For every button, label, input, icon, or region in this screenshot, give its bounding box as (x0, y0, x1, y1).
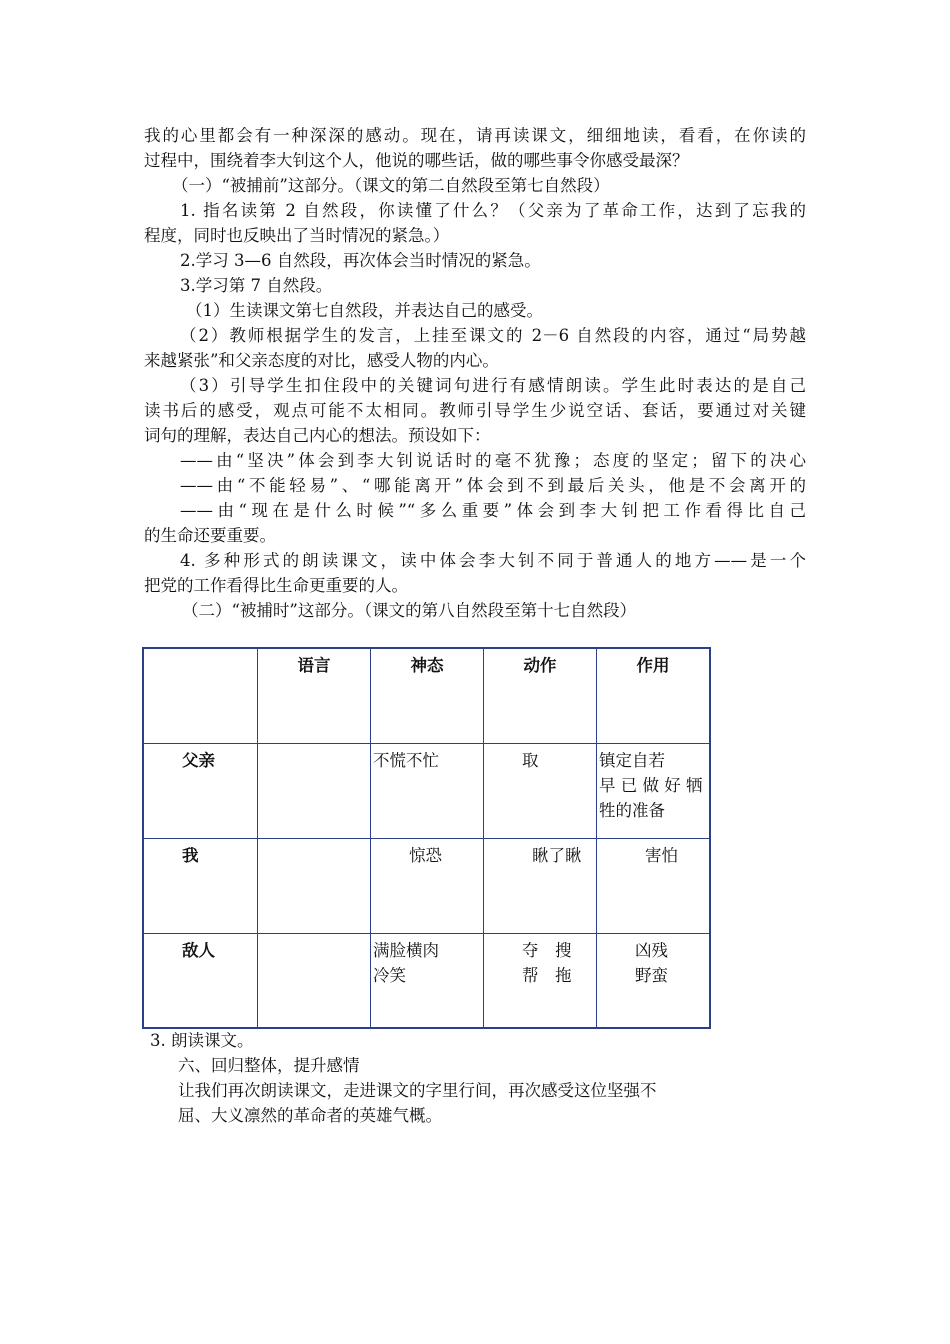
paragraph-line: 词句的理解，表达自己内心的想法。预设如下： (144, 426, 491, 445)
paragraph-line: 把党的工作看得比生命更重要的人。 (144, 576, 408, 595)
table-cell: 瞅了瞅 (484, 838, 597, 933)
row-label: 父亲 (143, 743, 258, 838)
analysis-table (142, 647, 711, 1029)
section-heading: （一）“被捕前”这部分。（课文的第二自然段至第七自然段） (172, 176, 610, 195)
table-cell: 满脸横肉 冷笑 (371, 933, 484, 1028)
table-header-cell (143, 648, 258, 743)
table-cell: 取 (484, 743, 597, 838)
table-cell: 惊恐 (371, 838, 484, 933)
preset-item: ——由“坚决”体会到李大钊说话时的毫不犹豫；态度的坚定；留下的决心 (180, 451, 806, 470)
paragraph-line: 3. 朗读课文。 (150, 1031, 254, 1050)
table-cell (258, 743, 371, 838)
paragraph-line: 来越紧张”和父亲态度的对比，感受人物的内心。 (144, 351, 499, 370)
paragraph-line: 2.学习 3—6 自然段，再次体会当时情况的紧急。 (180, 251, 541, 270)
table-row (143, 838, 710, 933)
paragraph-line: （1）生读课文第七自然段，并表达自己的感受。 (186, 301, 543, 320)
table-cell: 害怕 (597, 838, 711, 933)
table-header-cell: 神态 (371, 648, 484, 743)
preset-item: ——由“不能轻易”、“哪能离开”体会到不到最后关头，他是不会离开的 (180, 476, 806, 495)
paragraph-line: （2）教师根据学生的发言，上挂至课文的 2－6 自然段的内容，通过“局势越 (180, 326, 806, 345)
paragraph-line: 让我们再次朗读课文，走进课文的字里行间，再次感受这位坚强不 (178, 1081, 657, 1100)
table-header-cell: 语言 (258, 648, 371, 743)
paragraph-line: 4. 多种形式的朗读课文，读中体会李大钊不同于普通人的地方——是一个 (180, 551, 806, 570)
paragraph-line: 过程中，围绕着李大钊这个人，他说的哪些话，做的哪些事令你感受最深？ (144, 151, 689, 170)
table-cell: 凶残 野蛮 (597, 933, 711, 1028)
row-label: 我 (143, 838, 258, 933)
paragraph-line: 我的心里都会有一种深深的感动。现在，请再读课文，细细地读，看看，在你读的 (144, 126, 806, 145)
table-header-row (143, 648, 710, 743)
table-cell (258, 933, 371, 1028)
table-cell: 镇定自若 早 已 做 好 牺 牲的准备 (597, 743, 711, 838)
row-label: 敌人 (143, 933, 258, 1028)
table-cell: 夺 搜 帮 拖 (484, 933, 597, 1028)
paragraph-line: 的生命还要重要。 (144, 526, 276, 545)
paragraph-line: 3.学习第 7 自然段。 (180, 276, 333, 295)
table-header-cell: 动作 (484, 648, 597, 743)
paragraph-line: （3）引导学生扣住段中的关键词句进行有感情朗读。学生此时表达的是自己 (180, 376, 806, 395)
table-row (143, 743, 710, 838)
section-heading: （二）“被捕时”这部分。（课文的第八自然段至第十七自然段） (182, 601, 637, 620)
paragraph-line: 屈、大义凛然的革命者的英雄气概。 (178, 1106, 442, 1125)
section-heading: 六、回归整体，提升感情 (178, 1056, 360, 1075)
table-cell: 不慌不忙 (371, 743, 484, 838)
table-row (143, 933, 710, 1028)
table-header-cell: 作用 (597, 648, 711, 743)
paragraph-line: 读书后的感受，观点可能不太相同。教师引导学生少说空话、套话，要通过对关键 (144, 401, 806, 420)
paragraph-line: 1. 指名读第 2 自然段，你读懂了什么？（父亲为了革命工作，达到了忘我的 (180, 201, 806, 220)
table-cell (258, 838, 371, 933)
preset-item: ——由“现在是什么时候”“多么重要”体会到李大钊把工作看得比自己 (180, 501, 806, 520)
paragraph-line: 程度，同时也反映出了当时情况的紧急。） (144, 226, 450, 245)
